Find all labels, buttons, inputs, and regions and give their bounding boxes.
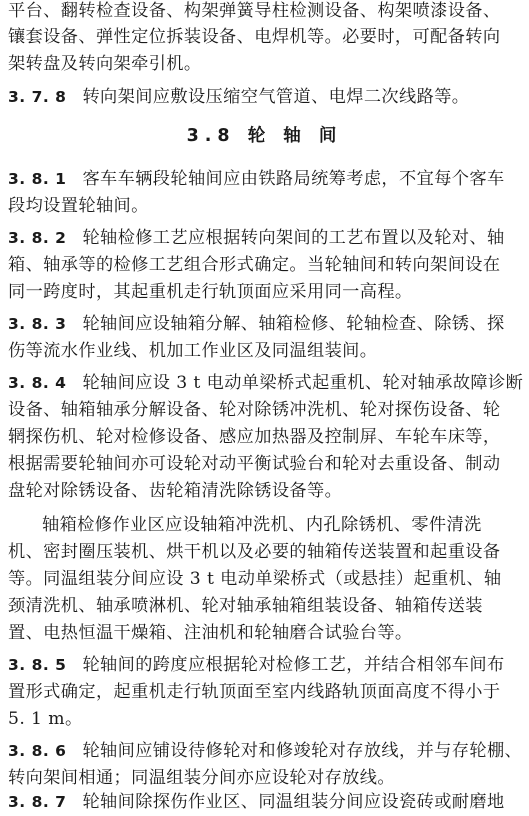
line-text: 轮轴检修工艺应根据转向架间的工艺布置以及轮对、轴 (82, 228, 505, 248)
line-text: 转向架间相通；同温组装分间亦应设轮对存放线。 (8, 768, 395, 788)
text-line (8, 620, 525, 647)
section-number: 3. 8. 4 (8, 374, 67, 392)
clause-3-8-7 (8, 789, 525, 816)
text-line (8, 451, 525, 478)
text-line (8, 252, 525, 279)
section-number: 3. 8. 6 (8, 742, 67, 760)
section-heading: 3.8 轮 轴 间 (186, 126, 343, 146)
line-text: 转向架间应敷设压缩空气管道、电焊二次线路等。 (82, 87, 470, 107)
text-line (8, 0, 525, 25)
line-text: 置、电热恒温干燥箱、注油机和轮轴磨合试验台等。 (8, 623, 413, 643)
text-line (8, 706, 525, 733)
text-line (8, 397, 525, 424)
line-text: 颈清洗机、轴承喷淋机、轮对轴承轴箱组装设备、轴箱传送装 (8, 596, 483, 616)
section-number: 3. 8. 7 (8, 793, 67, 811)
clause-3-7-8 (8, 84, 525, 111)
text-line (8, 279, 525, 306)
text-line (8, 593, 525, 620)
line-text: 根据需要轮轴间亦可设轮对动平衡试验台和轮对去重设备、制动 (8, 454, 501, 474)
line-text: 置形式确定，起重机走行轨顶面至室内线路轨顶面高度不得小于 (8, 682, 501, 702)
line-text: 镶套设备、弹性定位拆装设备、电焊机等。必要时，可配备转向 (8, 27, 501, 47)
section-number: 3. 8. 5 (8, 656, 67, 674)
line-text: 伤等流水作业线、机加工作业区及同温组装间。 (8, 341, 378, 361)
clause-3-8-3 (8, 311, 525, 338)
text-line (8, 424, 525, 451)
line-text: 设备、轴箱轴承分解设备、轮对除锈冲洗机、轮对探伤设备、轮 (8, 400, 501, 420)
text-line (8, 539, 525, 566)
line-text: 段均设置轮轴间。 (8, 196, 149, 216)
line-text: 轮轴间应设 3 t 电动单梁桥式起重机、轮对轴承故障诊断 (82, 373, 524, 393)
clause-3-8-1 (8, 166, 525, 193)
line-text: 等。同温组装分间应设 3 t 电动单梁桥式（或悬挂）起重机、轴 (8, 569, 502, 589)
line-text: 5. 1 m。 (8, 709, 83, 729)
line-text: 架转盘及转向架牵引机。 (8, 54, 202, 74)
text-line (8, 566, 525, 593)
line-text: 轮轴间应设轴箱分解、轴箱检修、轮轴检查、除锈、探 (82, 314, 505, 334)
line-text: 轮轴间的跨度应根据轮对检修工艺，并结合相邻车间布 (82, 655, 505, 675)
text-line (8, 51, 525, 78)
line-text: 机、密封圈压装机、烘干机以及必要的轴箱传送装置和起重设备 (8, 542, 501, 562)
text-line (8, 24, 525, 51)
line-text: 平台、翻转检查设备、构架弹簧导柱检测设备、构架喷漆设备、 (8, 1, 501, 21)
text-line (8, 193, 525, 220)
section-number: 3. 8. 2 (8, 229, 67, 247)
line-text: 轮轴间除探伤作业区、同温组装分间应设瓷砖或耐磨地 (82, 792, 505, 812)
section-number: 3. 7. 8 (8, 88, 67, 106)
section-number: 3. 8. 1 (8, 170, 67, 188)
text-line (8, 765, 525, 792)
text-line (8, 679, 525, 706)
section-number: 3. 8. 3 (8, 315, 67, 333)
line-text: 同一跨度时，其起重机走行轨顶面应采用同一高程。 (8, 282, 413, 302)
text-line (8, 512, 525, 539)
clause-3-8-2 (8, 225, 525, 252)
clause-3-8-4 (8, 370, 525, 397)
line-text: 轮轴间应铺设待修轮对和修竣轮对存放线，并与存轮棚、 (82, 741, 523, 761)
line-text: 轴箱检修作业区应设轴箱冲洗机、内孔除锈机、零件清洗 (42, 515, 482, 535)
line-text: 箱、轴承等的检修工艺组合形式确定。当轮轴间和转向架间设在 (8, 255, 501, 275)
clause-3-8-6 (8, 738, 525, 765)
text-line (8, 478, 525, 505)
text-line (8, 338, 525, 365)
clause-3-8-5 (8, 652, 525, 679)
line-text: 客车车辆段轮轴间应由铁路局统筹考虑，不宜每个客车 (82, 169, 505, 189)
line-text: 辋探伤机、轮对检修设备、感应加热器及控制屏、车轮车床等， (8, 427, 501, 447)
line-text: 盘轮对除锈设备、齿轮箱清洗除锈设备等。 (8, 481, 343, 501)
